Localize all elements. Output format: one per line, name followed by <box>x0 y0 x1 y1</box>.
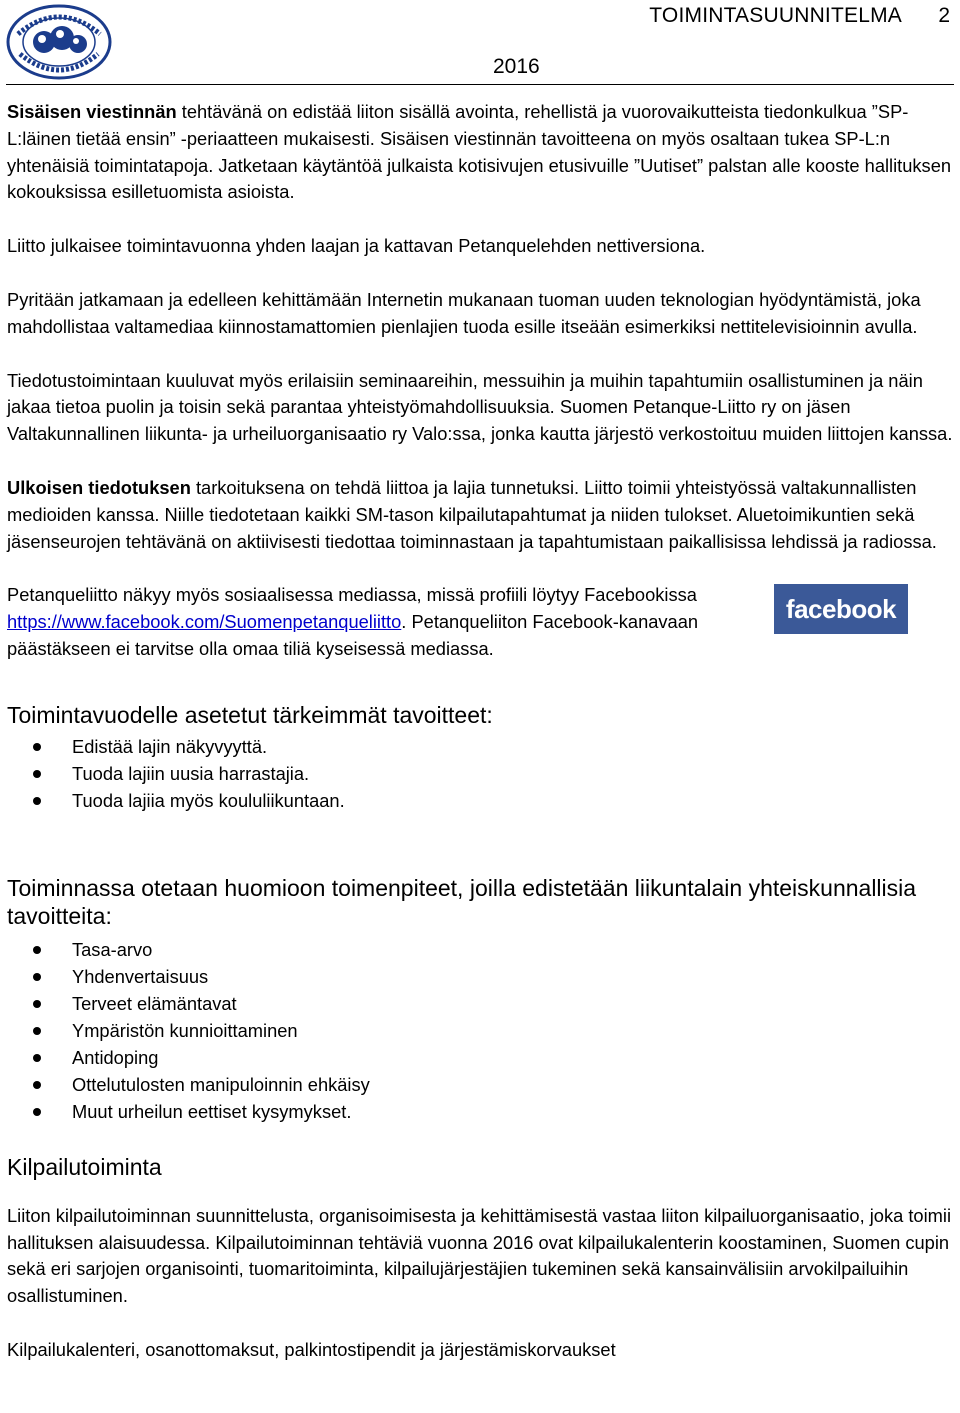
bullet-icon <box>33 1054 41 1062</box>
bullet-icon <box>33 946 41 954</box>
bullet-icon <box>33 973 41 981</box>
facebook-text-after: . Petanqueliiton Facebook-kanavaan päästäkseen ei tarvitse olla omaa tiliä kyseisessä mediassa. <box>7 611 699 659</box>
facebook-link[interactable]: https://www.facebook.com/Suomenpetanqueliitto <box>7 611 402 633</box>
bullet-icon <box>33 797 41 805</box>
facebook-logo: facebook <box>774 584 908 634</box>
external-communication-term: Ulkoisen tiedotuksen <box>7 476 191 498</box>
value-item: Yhdenvertaisuus <box>7 963 953 990</box>
values-list <box>7 936 953 1125</box>
page-header <box>0 0 960 90</box>
competition-paragraph: Liiton kilpailutoiminnan suunnittelusta, organisoimisesta ja kehittämisestä vastaa liiton kilpailuorganisaatio, joka toimii hallituksen alaisuudessa. Kilpailutoiminnan tehtäviä vuonna 2016 ovat kilpailukalenterin koostaminen, Suomen cupin sekä eri sarjojen organisointi, tuomaritoiminta, kilpailujärjestäjien tukeminen sekä kansainvälisiin arvokilpailuihin osallistuminen. <box>7 1204 952 1307</box>
facebook-text-before: Petanqueliitto näkyy myös sosiaalisessa mediassa, missä profiili löytyy Facebookissa <box>7 584 697 606</box>
value-item: Muut urheilun eettiset kysymykset. <box>7 1098 953 1125</box>
internal-communication-term: Sisäisen viestinnän <box>7 101 177 122</box>
competition-subheading: Kilpailukalenteri, osanottomaksut, palkintostipendit ja järjestämiskorvaukset <box>7 1338 616 1360</box>
facebook-paragraph <box>7 582 742 662</box>
document-title: TOIMINTASUUNNITELMA <box>649 4 902 27</box>
values-section <box>7 874 953 1125</box>
facebook-section <box>7 582 953 662</box>
goal-item: Tuoda lajiin uusia harrastajia. <box>7 760 953 787</box>
document-body <box>7 99 953 1364</box>
external-communication-paragraph <box>7 475 953 555</box>
values-heading: Toiminnassa otetaan huomioon toimenpiteet, joilla edistetään liikuntalain yhteiskunnallisia tavoitteita: <box>7 874 917 929</box>
bullet-icon <box>33 1027 41 1035</box>
goals-list <box>7 733 953 814</box>
internet-paragraph: Pyritään jatkamaan ja edelleen kehittämään Internetin mukanaan tuoman uuden teknologian hyödyntämistä, joka mahdollistaa valtamediaa kiinnostamattomien pienlajien tuoda esille itseään esimerkiksi nettitelevisioinnin avulla. <box>7 288 921 337</box>
bullet-icon <box>33 770 41 778</box>
bullet-icon <box>33 1108 41 1116</box>
goals-section <box>7 701 953 814</box>
events-paragraph: Tiedotustoimintaan kuuluvat myös erilaisiin seminaareihin, messuihin ja muihin tapahtumiin osallistuminen ja näin jakaa tietoa puolin ja toisin sekä parantaa yhteistyömahdollisuuksia. Suomen Petanque-Liitto ry on jäsen Valtakunnallinen liikunta- ja urheiluorganisaatio ry Valo:ssa, jonka kautta järjestö verkostoituu muiden liittojen kanssa. <box>7 369 953 445</box>
goal-item: Edistää lajin näkyvyyttä. <box>7 733 953 760</box>
internal-communication-paragraph <box>7 99 953 206</box>
external-communication-text: tarkoituksena on tehdä liittoa ja lajia tunnetuksi. Liitto toimii yhteistyössä valtakunnallisten medioiden kanssa. Niille tiedotetaan kaikki SM-tason kilpailutapahtumat ja niiden tulokset. Aluetoimikuntien sekä jäsenseurojen tehtävänä on aktiivisesti tiedottaa toiminnastaan ja tapahtumistaan paikallisissa lehdissä ja radiossa. <box>7 476 937 552</box>
bullet-icon <box>33 1081 41 1089</box>
goals-heading: Toimintavuodelle asetetut tärkeimmät tavoitteet: <box>7 701 493 728</box>
value-item: Antidoping <box>7 1044 953 1071</box>
document-year: 2016 <box>493 55 540 78</box>
federation-logo <box>6 4 112 80</box>
value-item: Ympäristön kunnioittaminen <box>7 1017 953 1044</box>
page-number: 2 <box>938 4 950 27</box>
value-item: Terveet elämäntavat <box>7 990 953 1017</box>
competition-heading: Kilpailutoiminta <box>7 1153 162 1180</box>
bullet-icon <box>33 1000 41 1008</box>
bullet-icon <box>33 743 41 751</box>
magazine-paragraph: Liitto julkaisee toimintavuonna yhden laajan ja kattavan Petanquelehden nettiversiona. <box>7 235 706 257</box>
value-item: Ottelutulosten manipuloinnin ehkäisy <box>7 1071 953 1098</box>
value-item: Tasa-arvo <box>7 936 953 963</box>
goal-item: Tuoda lajiia myös koululiikuntaan. <box>7 787 953 814</box>
internal-communication-text: tehtävänä on edistää liiton sisällä avointa, rehellistä ja vuorovaikutteista tiedonkulkua ”SP-L:läinen tietää ensin” -periaatteen mukaisesti. Sisäisen viestinnän tavoitteena on myös osaltaan tukea SP-L:n yhtenäisiä toimintatapoja. Jatketaan käytäntöä julkaista kotisivujen etusivuille ”Uutiset” palstan alle kooste hallituksen kokouksissa esilletuomista asioista. <box>7 101 952 203</box>
header-rule <box>6 84 954 85</box>
